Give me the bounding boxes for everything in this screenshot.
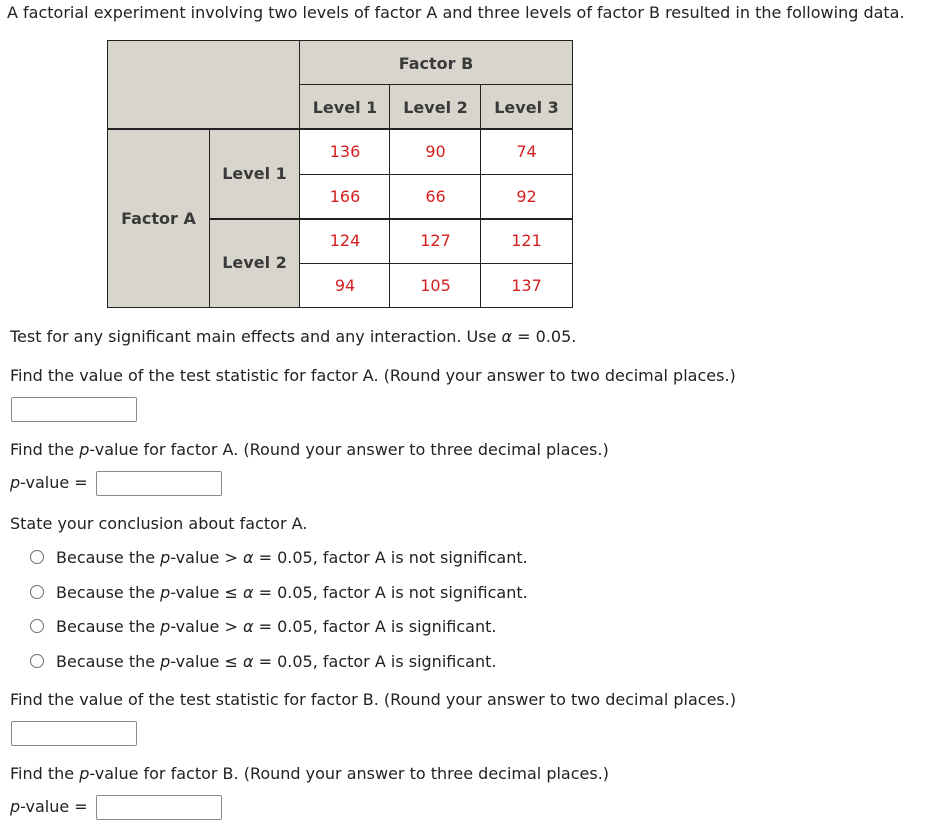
factor-b-pvalue-input[interactable] xyxy=(96,795,222,820)
question-factor-a-pvalue: Find the p-value for factor A. (Round your answer to three decimal places.) xyxy=(10,440,609,459)
factor-b-level-1: Level 1 xyxy=(312,97,378,117)
question-factor-b-statistic: Find the value of the test statistic for factor B. (Round your answer to two decimal places.) xyxy=(10,690,737,709)
data-cell: 94 xyxy=(300,263,390,307)
conclusion-option-4[interactable] xyxy=(30,650,496,672)
conclusion-option-3[interactable] xyxy=(30,615,496,637)
data-table xyxy=(107,40,573,308)
conclusion-prompt: State your conclusion about factor A. xyxy=(10,514,308,533)
data-cell: 92 xyxy=(481,174,572,218)
data-cell: 66 xyxy=(390,174,481,218)
data-cell: 166 xyxy=(300,174,390,218)
grid-line xyxy=(300,263,572,264)
data-cell: 137 xyxy=(481,263,572,307)
data-cell: 105 xyxy=(390,263,481,307)
radio-button[interactable] xyxy=(30,654,44,668)
data-cell: 90 xyxy=(390,129,481,174)
test-instructions: Test for any significant main effects and any interaction. Use α = 0.05. xyxy=(10,327,577,346)
factor-a-pvalue-input[interactable] xyxy=(96,471,222,496)
grid-line xyxy=(300,174,572,175)
question-factor-a-statistic: Find the value of the test statistic for factor A. (Round your answer to two decimal places.) xyxy=(10,366,736,385)
factor-a-level-1: Level 1 xyxy=(222,164,287,183)
option-label: Because the p-value > α = 0.05, factor A is significant. xyxy=(56,616,497,636)
radio-button[interactable] xyxy=(30,550,44,564)
grid-line xyxy=(108,128,572,130)
option-label: Because the p-value ≤ α = 0.05, factor A is not significant. xyxy=(56,582,528,602)
radio-button[interactable] xyxy=(30,619,44,633)
factor-b-level-3: Level 3 xyxy=(494,97,559,117)
data-cell: 124 xyxy=(300,218,390,263)
pvalue-label: p-value = xyxy=(10,797,88,816)
factor-a-statistic-input[interactable] xyxy=(11,397,137,422)
intro-text: A factorial experiment involving two levels of factor A and three levels of factor B resulted in the following data. xyxy=(7,3,905,22)
data-cell: 136 xyxy=(300,129,390,174)
pvalue-label: p-value = xyxy=(10,473,88,492)
data-cell: 121 xyxy=(481,218,572,263)
option-label: Because the p-value > α = 0.05, factor A is not significant. xyxy=(56,547,528,567)
grid-line xyxy=(389,85,390,307)
grid-line xyxy=(480,85,481,307)
conclusion-option-1[interactable] xyxy=(30,546,528,568)
radio-button[interactable] xyxy=(30,585,44,599)
factor-a-header: Factor A xyxy=(121,208,196,228)
factor-b-statistic-input[interactable] xyxy=(11,721,137,746)
factor-b-header: Factor B xyxy=(398,53,474,73)
data-cell: 127 xyxy=(390,218,481,263)
grid-line xyxy=(300,84,572,85)
grid-line xyxy=(209,218,572,220)
factor-b-level-2: Level 2 xyxy=(403,97,468,117)
factor-a-level-2: Level 2 xyxy=(222,253,287,272)
option-label: Because the p-value ≤ α = 0.05, factor A is significant. xyxy=(56,651,497,671)
question-factor-b-pvalue: Find the p-value for factor B. (Round your answer to three decimal places.) xyxy=(10,764,610,783)
data-cell: 74 xyxy=(481,129,572,174)
conclusion-option-2[interactable] xyxy=(30,581,528,603)
